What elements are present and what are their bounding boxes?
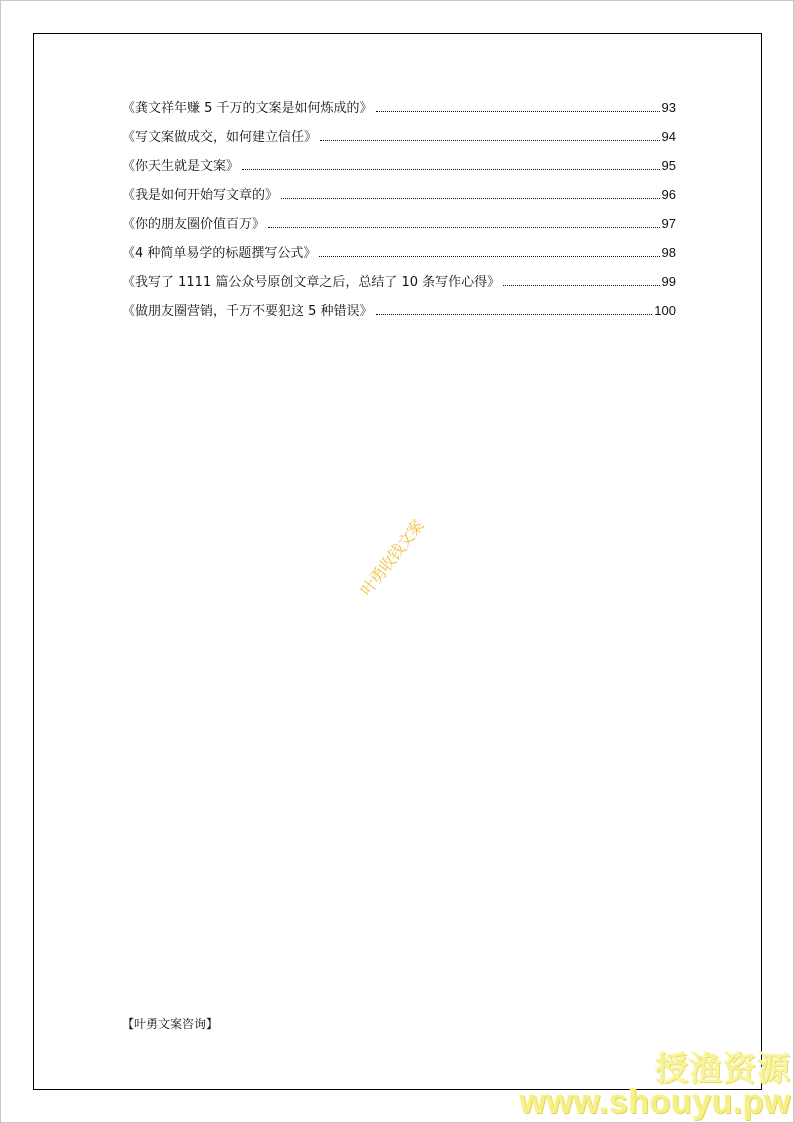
toc-entry-page: 100 xyxy=(654,303,676,318)
toc-entry-page: 99 xyxy=(661,274,676,289)
toc-entry-page: 98 xyxy=(661,245,676,260)
toc-dot-leader xyxy=(268,227,660,228)
toc-entry[interactable] xyxy=(122,97,676,126)
toc-entry[interactable] xyxy=(122,155,676,184)
footer-note: 【叶勇文案咨询】 xyxy=(122,1017,219,1031)
toc-entry[interactable] xyxy=(122,184,676,213)
toc-dot-leader xyxy=(320,140,660,141)
toc-entry-title: 《你的朋友圈价值百万》 xyxy=(122,217,266,232)
toc-entry-title: 《4 种简单易学的标题撰写公式》 xyxy=(122,246,317,261)
toc-entry[interactable] xyxy=(122,300,676,329)
toc-entry-title: 《写文案做成交，如何建立信任》 xyxy=(122,130,318,145)
table-of-contents xyxy=(122,97,676,329)
toc-entry[interactable] xyxy=(122,271,676,300)
toc-entry[interactable] xyxy=(122,126,676,155)
toc-entry[interactable] xyxy=(122,242,676,271)
toc-entry-page: 95 xyxy=(661,158,676,173)
toc-entry-page: 93 xyxy=(661,100,676,115)
toc-dot-leader xyxy=(376,314,653,315)
toc-dot-leader xyxy=(503,285,659,286)
toc-entry[interactable] xyxy=(122,213,676,242)
toc-entry-title: 《做朋友圈营销，千万不要犯这 5 种错误》 xyxy=(122,304,373,319)
toc-entry-page: 94 xyxy=(661,129,676,144)
toc-entry-title: 《我写了 1111 篇公众号原创文章之后，总结了 10 条写作心得》 xyxy=(122,275,501,290)
toc-dot-leader xyxy=(319,256,659,257)
toc-entry-title: 《我是如何开始写文章的》 xyxy=(122,188,279,203)
toc-entry-title: 《龚文祥年赚 5 千万的文案是如何炼成的》 xyxy=(122,101,373,116)
site-stamp-url: www.shouyu.pw xyxy=(519,1083,791,1121)
toc-dot-leader xyxy=(281,198,660,199)
center-watermark: 叶勇收钱文案 xyxy=(356,516,427,600)
toc-entry-page: 96 xyxy=(661,187,676,202)
toc-entry-page: 97 xyxy=(661,216,676,231)
toc-dot-leader xyxy=(376,111,660,112)
toc-dot-leader xyxy=(242,169,660,170)
toc-entry-title: 《你天生就是文案》 xyxy=(122,159,240,174)
site-stamp-title: 授渔资源 xyxy=(655,1049,791,1088)
